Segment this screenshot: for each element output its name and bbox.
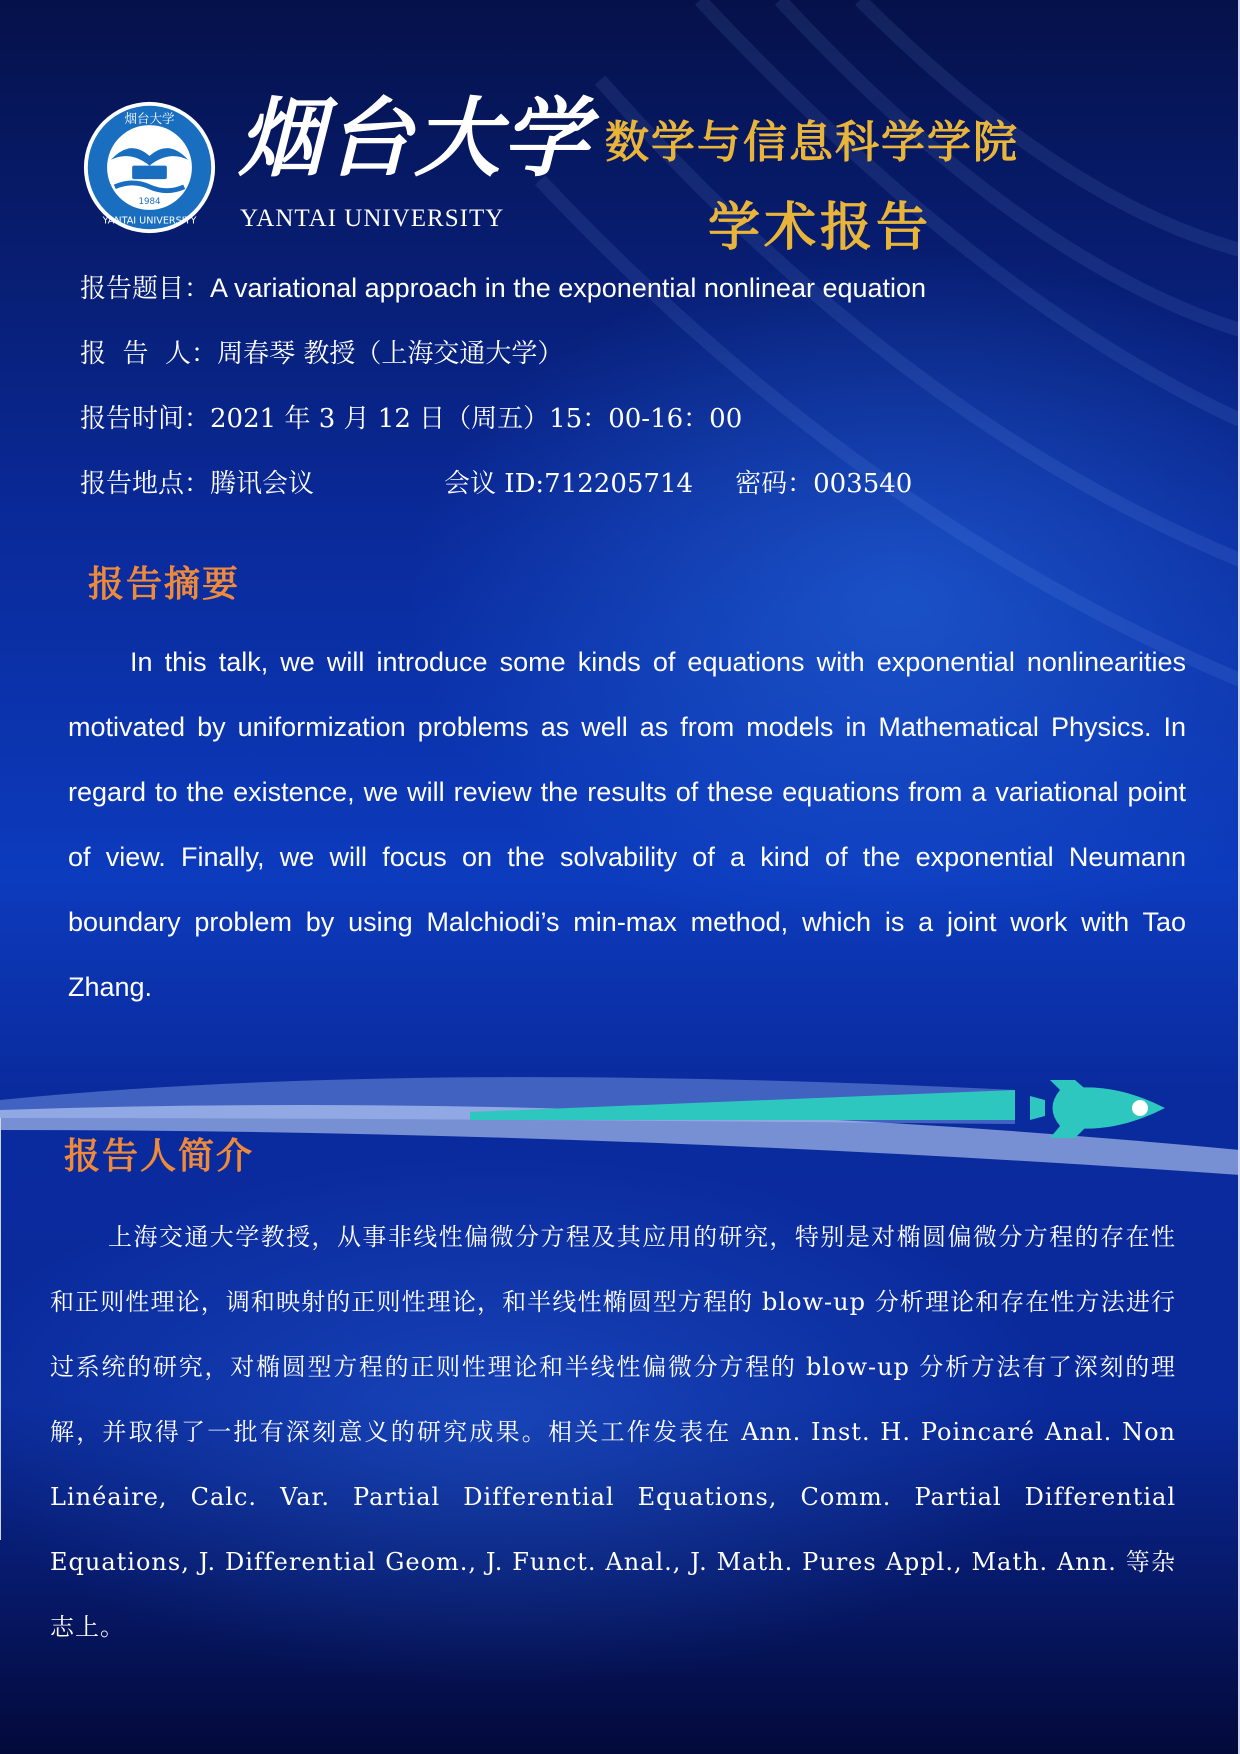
logo-text-top: 烟台大学: [124, 111, 175, 127]
bio-text: 上海交通大学教授，从事非线性偏微分方程及其应用的研究，特别是对椭圆偏微分方程的存在性和正则性理论，调和映射的正则性理论，和半线性椭圆型方程的 blow-up 分析理论和存在性方法进行过系统的研究，对椭圆型方程的正则性理论和半线性偏微分方程的 blow-up 分析方法有了深刻的理解，并取得了一批有深刻意义的研究成果。相关工作发表在 Ann. Inst. H. Poincaré Anal. Non Linéaire, Calc. Var. Partial Differential Equations, Comm. Partial Differential Equations, J. Differential Geom., J. Funct. Anal., J. Math. Pures Appl., Math. Ann. 等杂志上。: [50, 1223, 1176, 1641]
report-type-title: 学术报告: [708, 198, 933, 258]
meeting-id: 会议 ID:712205714: [444, 469, 694, 499]
bio-heading: 报告人简介: [64, 1136, 255, 1177]
speaker-label: 报 告 人：: [80, 339, 218, 369]
info-row-time: [80, 398, 742, 435]
abstract-heading: 报告摘要: [88, 564, 241, 605]
speaker-value: 周春琴 教授（上海交通大学）: [217, 339, 564, 369]
meeting-password: 密码：003540: [735, 469, 913, 499]
info-row-topic: [80, 268, 926, 305]
university-name-cn: 烟台大学: [238, 88, 590, 189]
university-name-en: YANTAI UNIVERSITY: [240, 205, 505, 232]
place-value: 腾讯会议: [210, 469, 315, 499]
topic-value: A variational approach in the exponential nonlinear equation: [210, 273, 927, 303]
topic-label: 报告题目：: [80, 274, 211, 304]
info-row-place: [80, 463, 912, 500]
info-row-speaker: [80, 333, 563, 370]
place-label: 报告地点：: [80, 469, 211, 499]
abstract-text: In this talk, we will introduce some kinds of equations with exponential nonlinearities motivated by uniformization problems as well as from models in Mathematical Physics. In regard to the existence, we will review the results of these equations from a variational point of view. Finally, we will focus on the solvability of a kind of the exponential Neumann boundary problem by using Malchiodi’s min-max method, which is a joint work with Tao Zhang.: [68, 647, 1186, 1002]
time-label: 报告时间：: [80, 404, 211, 434]
university-logo: [82, 100, 217, 235]
rocket-icon: [1030, 1080, 1165, 1138]
department-title: 数学与信息科学学院: [605, 117, 1019, 168]
logo-text-bottom: YANTAI UNIVERSITY: [102, 215, 197, 227]
time-value: 2021 年 3 月 12 日（周五）15：00-16：00: [210, 404, 743, 434]
logo-year: 1984: [138, 197, 161, 208]
